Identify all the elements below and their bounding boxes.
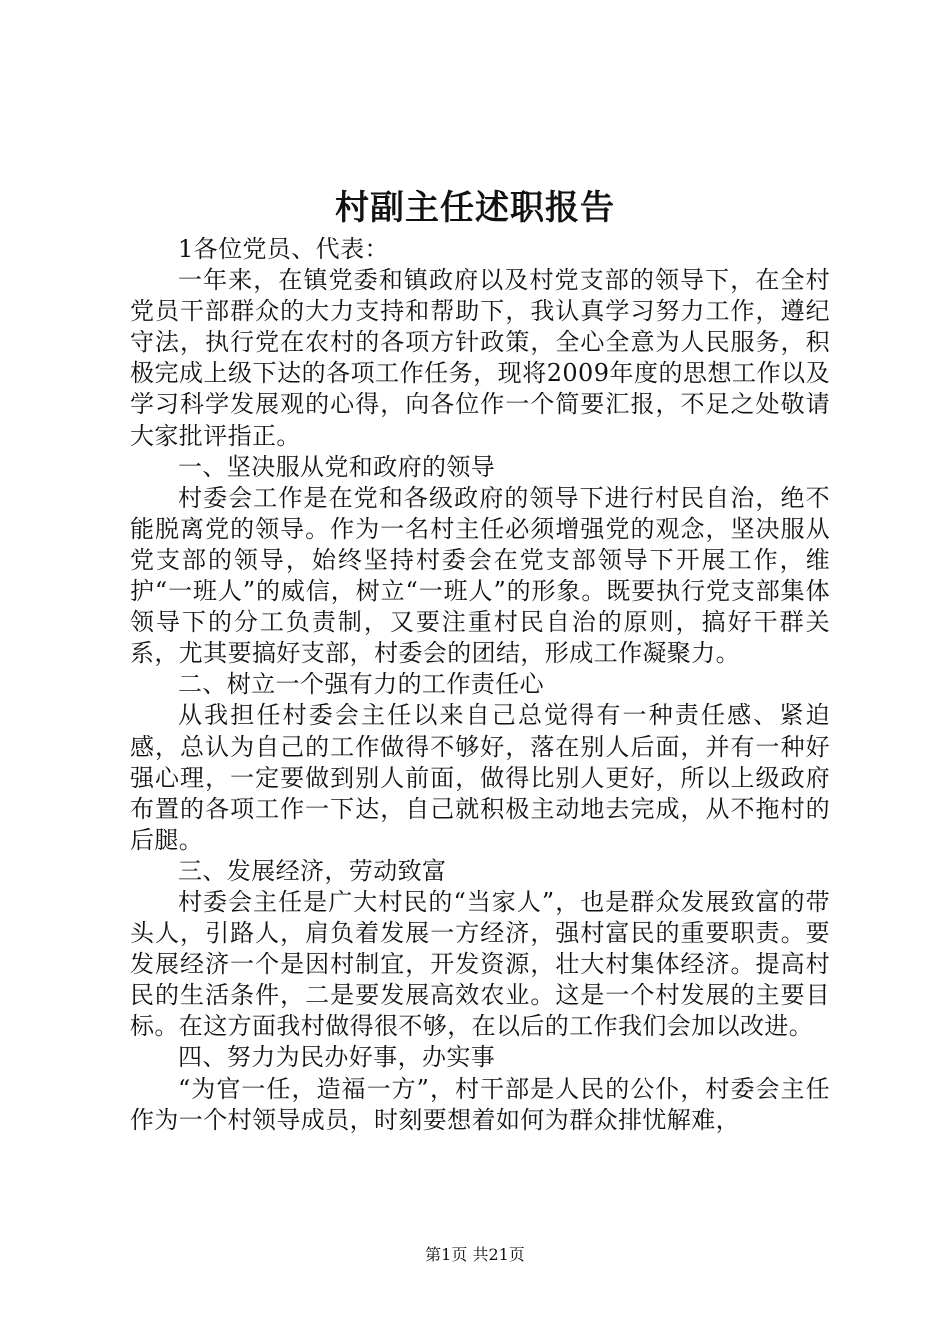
section-heading-1: 一、坚决服从党和政府的领导 xyxy=(178,452,496,481)
section-paragraph-1: 村委会工作是在党和各级政府的领导下进行村民自治，绝不能脱离党的领导。作为一名村主任必须增强党的观念，坚决服从党支部的领导，始终坚持村委会在党支部领导下开展工作，维护“一班人”的威信，树立“一班人”的形象。既要执行党支部集体领导下的分工负责制，又要注重村民自治的原则，搞好干群关系，尤其要搞好支部，村委会的团结，形成工作凝聚力。 xyxy=(130,483,830,668)
salutation-paragraph: 1各位党员、代表： xyxy=(178,235,389,263)
page-number-footer: 第1页 共21页 xyxy=(425,1245,525,1264)
section-paragraph-3: 村委会主任是广大村民的“当家人”，也是群众发展致富的带头人，引路人，肩负着发展一方经济，强村富民的重要职责。要发展经济一个是因村制宜，开发资源，壮大村集体经济。提高村民的生活条件，二是要发展高效农业。这是一个村发展的主要目标。在这方面我村做得很不够，在以后的工作我们会加以改进。 xyxy=(130,887,830,1041)
intro-paragraph: 一年来，在镇党委和镇政府以及村党支部的领导下，在全村党员干部群众的大力支持和帮助下，我认真学习努力工作，遵纪守法，执行党在农村的各项方针政策，全心全意为人民服务，积极完成上级下达的各项工作任务，现将2009年度的思想工作以及学习科学发展观的心得，向各位作一个简要汇报，不足之处敬请大家批评指正。 xyxy=(130,266,830,450)
section-paragraph-4: “为官一任，造福一方”，村干部是人民的公仆，村委会主任作为一个村领导成员，时刻要想着如何为群众排忧解难， xyxy=(130,1074,830,1134)
section-paragraph-2: 从我担任村委会主任以来自己总觉得有一种责任感、紧迫感，总认为自己的工作做得不够好，落在别人后面，并有一种好强心理，一定要做到别人前面，做得比别人更好，所以上级政府布置的各项工作一下达，自己就积极主动地去完成，从不拖村的后腿。 xyxy=(130,701,830,854)
document-body xyxy=(130,234,830,1136)
section-heading-2: 二、树立一个强有力的工作责任心 xyxy=(178,670,544,699)
section-heading-3: 三、发展经济，劳动致富 xyxy=(178,856,447,885)
document-title: 村副主任述职报告 xyxy=(335,188,615,228)
section-heading-4: 四、努力为民办好事，办实事 xyxy=(178,1043,496,1072)
